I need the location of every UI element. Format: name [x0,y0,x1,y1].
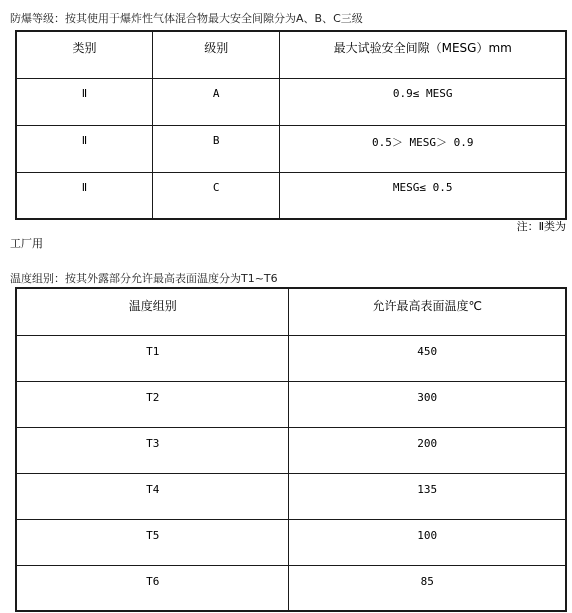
cell-category: Ⅱ [16,172,152,219]
header-temperature-group: 温度组别 [16,288,289,335]
cell-temperature: 85 [289,565,566,611]
table-row [16,172,566,219]
cell-group: T5 [16,519,289,565]
header-level: 级别 [152,31,280,78]
table-row [16,335,566,381]
note-text-continued: 工厂用 [10,237,43,250]
cell-mesg: 0.5＞ MESG＞ 0.9 [280,125,566,172]
table-row [16,427,566,473]
table-header-row [16,288,566,335]
cell-group: T1 [16,335,289,381]
cell-category: Ⅱ [16,125,152,172]
cell-temperature: 200 [289,427,566,473]
note-text: 注：Ⅱ类为 [516,220,566,233]
cell-temperature: 100 [289,519,566,565]
cell-group: T4 [16,473,289,519]
cell-group: T6 [16,565,289,611]
header-max-surface-temp: 允许最高表面温度℃ [289,288,566,335]
table-row [16,565,566,611]
cell-level: B [152,125,280,172]
cell-mesg: MESG≤ 0.5 [280,172,566,219]
table-row [16,381,566,427]
table-row [16,519,566,565]
explosion-class-caption: 防爆等级：按其使用于爆炸性气体混合物最大安全间隙分为A、B、C三级 [10,12,363,25]
temperature-group-caption: 温度组别：按其外露部分允许最高表面温度分为T1~T6 [10,272,278,285]
cell-temperature: 450 [289,335,566,381]
cell-group: T3 [16,427,289,473]
header-category: 类别 [16,31,152,78]
table-row [16,125,566,172]
cell-temperature: 300 [289,381,566,427]
header-mesg: 最大试验安全间隙（MESG）mm [280,31,566,78]
cell-group: T2 [16,381,289,427]
cell-level: C [152,172,280,219]
temperature-group-table [15,287,567,612]
table-row [16,78,566,125]
explosion-class-table [15,30,567,220]
cell-category: Ⅱ [16,78,152,125]
cell-mesg: 0.9≤ MESG [280,78,566,125]
table-row [16,473,566,519]
cell-temperature: 135 [289,473,566,519]
table-header-row [16,31,566,78]
cell-level: A [152,78,280,125]
